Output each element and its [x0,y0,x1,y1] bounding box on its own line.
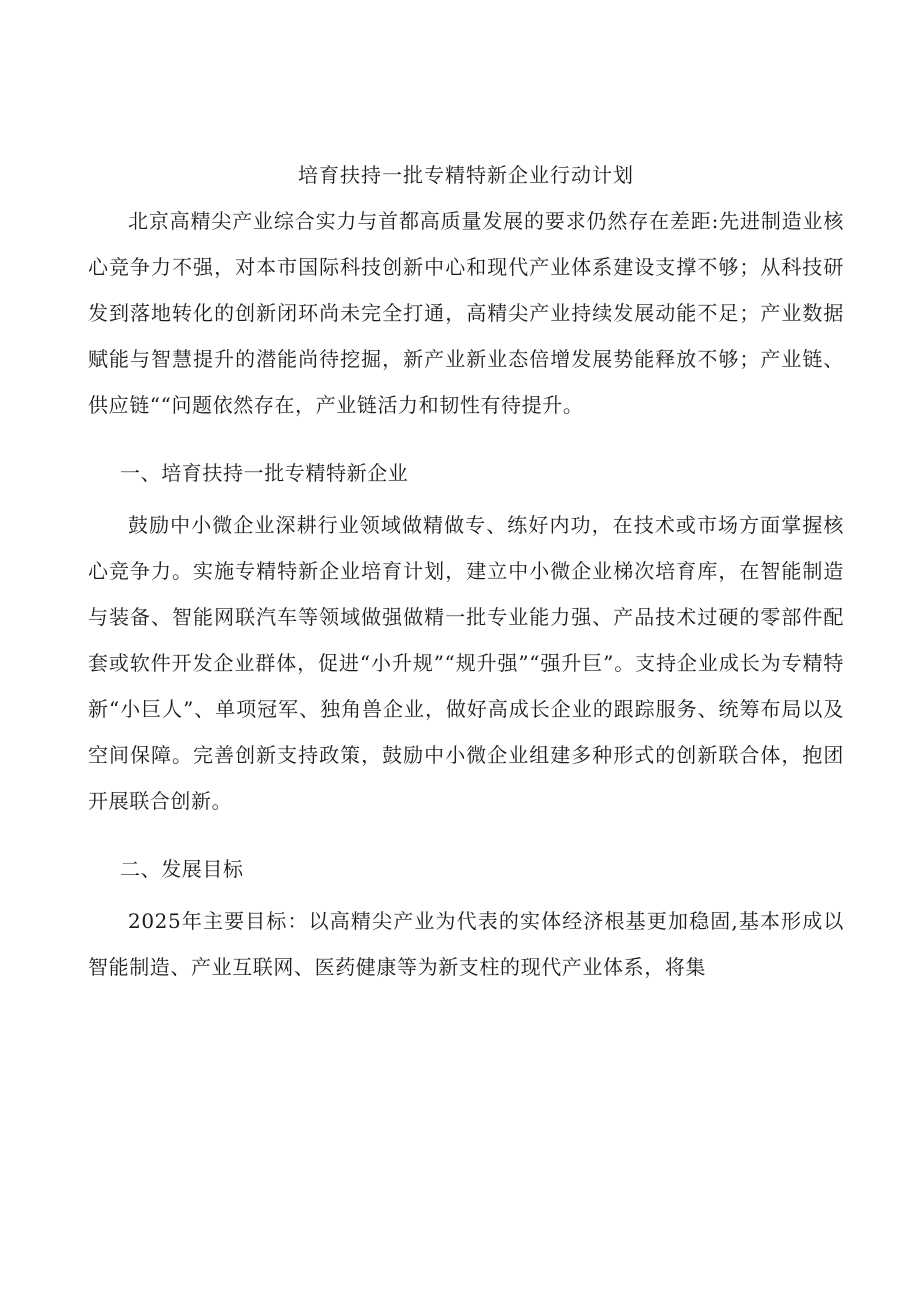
document-title: 培育扶持一批专精特新企业行动计划 [298,163,634,187]
intro-paragraph: 北京高精尖产业综合实力与首都高质量发展的要求仍然存在差距:先进制造业核心竞争力不强，对本市国际科技创新中心和现代产业体系建设支撑不够；从科技研发到落地转化的创新闭环尚未完全打通，高精尖产业持续发展动能不足；产业数据赋能与智慧提升的潜能尚待挖掘，新产业新业态倍增发展势能释放不够；产业链、供应链““问题依然存在，产业链活力和韧性有待提升。 [88,209,844,417]
section-heading-1: 一、培育扶持一批专精特新企业 [120,461,409,485]
document-page [88,160,844,990]
section-heading-2: 二、发展目标 [120,857,244,881]
section-body-2: 2025年主要目标：以高精尖产业为代表的实体经济根基更加稳固,基本形成以智能制造、产业互联网、医药健康等为新支柱的现代产业体系，将集 [88,909,844,979]
section-body-1: 鼓励中小微企业深耕行业领域做精做专、练好内功，在技术或市场方面掌握核心竞争力。实施专精特新企业培育计划，建立中小微企业梯次培育库，在智能制造与装备、智能网联汽车等领域做强做精一批专业能力强、产品技术过硬的零部件配套或软件开发企业群体，促进“小升规”“规升强”“强升巨”。支持企业成长为专精特新“小巨人”、单项冠军、独角兽企业，做好高成长企业的跟踪服务、统筹布局以及空间保障。完善创新支持政策，鼓励中小微企业组建多种形式的创新联合体，抱团开展联合创新。 [88,513,844,813]
